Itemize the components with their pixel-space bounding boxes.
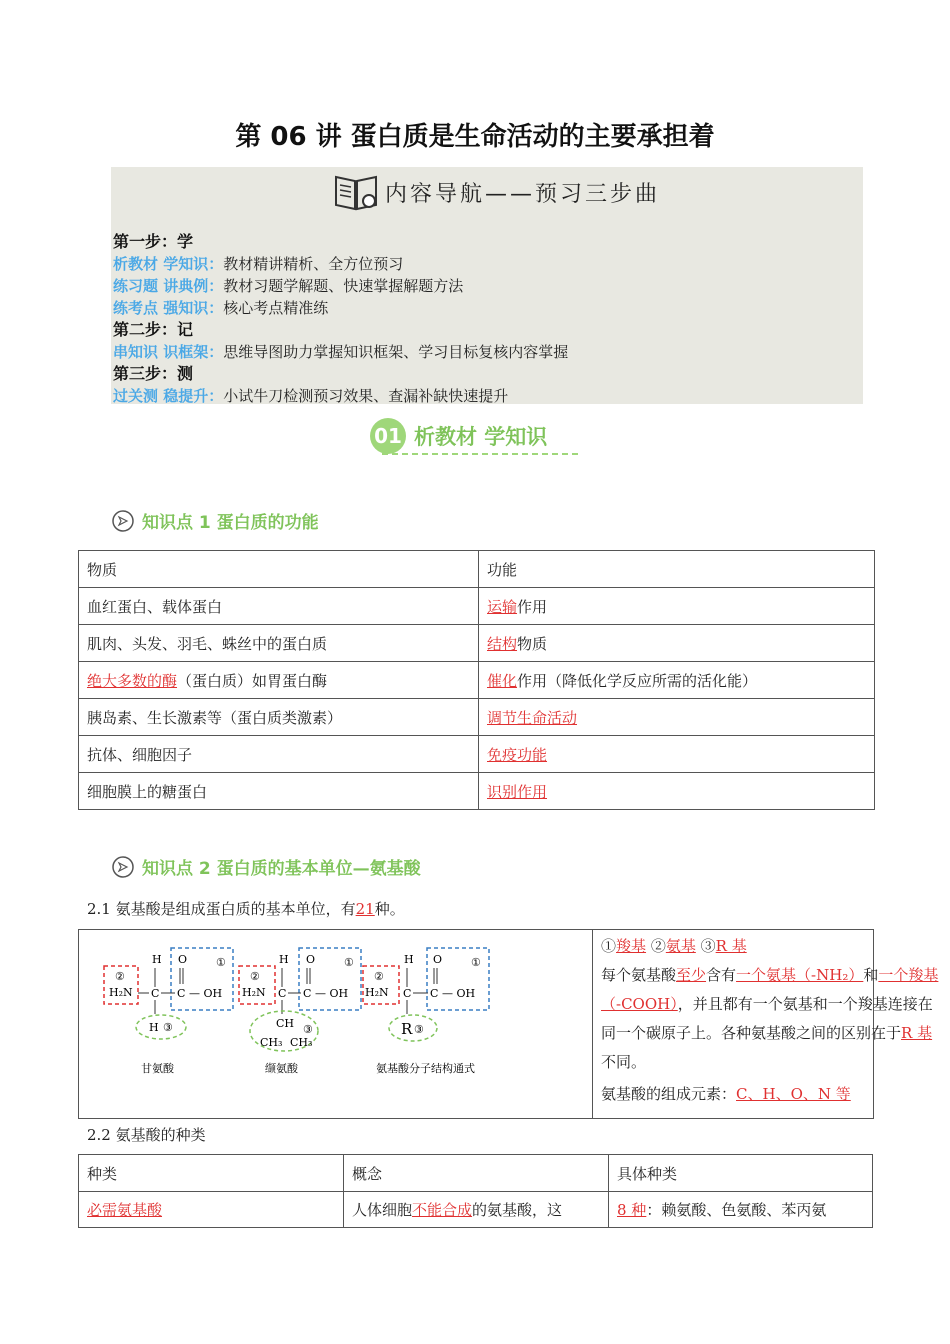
svg-text:CH₃: CH₃: [290, 1036, 313, 1049]
svg-text:③: ③: [414, 1023, 424, 1036]
svg-text:H: H: [404, 953, 414, 966]
nav-item: 过关测 稳提升：小试牛刀检测预习效果、查漏补缺快速提升: [113, 387, 509, 405]
svg-text:②: ②: [115, 970, 125, 983]
step-3: 第三步：测: [113, 364, 194, 383]
svg-text:H: H: [149, 1021, 159, 1034]
svg-text:②: ②: [250, 970, 260, 983]
knowledge-point-2-heading: 知识点 2 蛋白质的基本单位—氨基酸: [112, 854, 421, 879]
nav-item: 串知识 识框架：思维导图助力掌握知识框架、学习目标复核内容掌握: [113, 343, 569, 361]
svg-text:③: ③: [163, 1021, 173, 1034]
svg-text:— OH: — OH: [189, 987, 223, 1000]
svg-text:H₂N: H₂N: [242, 986, 266, 999]
paragraph-2-1: 2.1 氨基酸是组成蛋白质的基本单位，有21种。: [87, 900, 405, 918]
svg-text:甘氨酸: 甘氨酸: [141, 1062, 174, 1075]
table-row: 血红蛋白、载体蛋白 运输作用: [79, 588, 875, 625]
valine-structure: [239, 948, 361, 1075]
amino-acid-box: [78, 929, 939, 1119]
arrow-circle-icon: [112, 510, 134, 532]
svg-text:H₂N: H₂N: [109, 986, 133, 999]
table-row: 绝大多数的酶（蛋白质）如胃蛋白酶 催化作用（降低化学反应所需的活化能）: [79, 662, 875, 699]
svg-text:C: C: [177, 987, 186, 1000]
svg-text:CH: CH: [276, 1017, 295, 1030]
svg-text:氨基酸分子结构通式: 氨基酸分子结构通式: [376, 1062, 475, 1075]
svg-text:O: O: [178, 953, 188, 966]
svg-text:C: C: [430, 987, 439, 1000]
svg-text:缬氨酸: 缬氨酸: [265, 1062, 298, 1075]
section-banner: [370, 416, 547, 456]
general-structure: [363, 948, 489, 1075]
svg-text:CH₃: CH₃: [260, 1036, 283, 1049]
book-icon: [333, 171, 381, 213]
section-divider: [382, 453, 578, 455]
svg-text:H: H: [279, 953, 289, 966]
svg-text:O: O: [433, 953, 443, 966]
step-2: 第二步：记: [113, 320, 194, 339]
nav-heading: 内容导航——预习三步曲: [333, 168, 660, 216]
nav-item: 析教材 学知识：教材精讲精析、全方位预习: [113, 255, 404, 273]
table-row: 细胞膜上的糖蛋白 识别作用: [79, 773, 875, 810]
glycine-structure: [104, 948, 233, 1075]
svg-text:②: ②: [374, 970, 384, 983]
svg-text:①: ①: [216, 956, 226, 969]
paragraph-2-2: 2.2 氨基酸的种类: [87, 1126, 206, 1144]
section-badge: 01: [370, 418, 406, 454]
page-title: 第 06 讲 蛋白质是生命活动的主要承担着: [235, 122, 715, 152]
svg-text:O: O: [306, 953, 316, 966]
svg-text:C: C: [151, 987, 160, 1000]
column-divider: [592, 930, 593, 1118]
svg-text:— OH: — OH: [442, 987, 476, 1000]
svg-text:C: C: [278, 987, 287, 1000]
nav-item: 练习题 讲典例：教材习题学解题、快速掌握解题方法: [113, 277, 464, 295]
arrow-circle-icon: [112, 856, 134, 878]
knowledge-point-1-heading: 知识点 1 蛋白质的功能: [112, 508, 319, 533]
table-row: 肌肉、头发、羽毛、蛛丝中的蛋白质 结构物质: [79, 625, 875, 662]
table-row: 必需氨基酸 人体细胞不能合成的氨基酸，这 8 种：赖氨酸、色氨酸、苯丙氨: [79, 1192, 873, 1228]
svg-text:C: C: [403, 987, 412, 1000]
svg-text:③: ③: [303, 1023, 313, 1036]
protein-function-table: 物质 功能 血红蛋白、载体蛋白 运输作用 肌肉、头发、羽毛、蛛丝中的蛋白质 结构物质 绝大多数的酶（蛋白质）如胃蛋白酶 催化作用（降低化学反应所需的活化能） 胰岛素、生长激素等（蛋白质类激素） 调节生命活动 抗体、细胞因子 免疫功能 细胞膜上的糖蛋白 识别作用: [78, 550, 875, 810]
svg-text:— OH: — OH: [315, 987, 349, 1000]
amino-acid-description: ①羧基 ②氨基 ③R 基 每个氨基酸至少含有一个氨基（-NH₂）和一个羧基（-COOH），并且都有一个氨基和一个羧基连接在同一个碳原子上。各种氨基酸之间的区别在于R 基不同。 氨基酸的组成元素：C、H、O、N 等: [601, 937, 939, 1103]
table-row: 抗体、细胞因子 免疫功能: [79, 736, 875, 773]
section-title: 析教材 学知识: [414, 425, 548, 449]
svg-text:C: C: [303, 987, 312, 1000]
svg-text:①: ①: [471, 956, 481, 969]
svg-text:H₂N: H₂N: [365, 986, 389, 999]
amino-acid-structure-diagram: [79, 930, 591, 1118]
nav-item: 练考点 强知识：核心考点精准练: [113, 299, 329, 317]
amino-acid-types-table: 种类 概念 具体种类 必需氨基酸 人体细胞不能合成的氨基酸，这 8 种：赖氨酸、色氨酸、苯丙氨: [78, 1154, 873, 1228]
svg-text:H: H: [152, 953, 162, 966]
svg-text:①: ①: [344, 956, 354, 969]
table-row: 胰岛素、生长激素等（蛋白质类激素） 调节生命活动: [79, 699, 875, 736]
svg-text:R: R: [401, 1020, 413, 1038]
step-1: 第一步：学: [113, 232, 194, 251]
